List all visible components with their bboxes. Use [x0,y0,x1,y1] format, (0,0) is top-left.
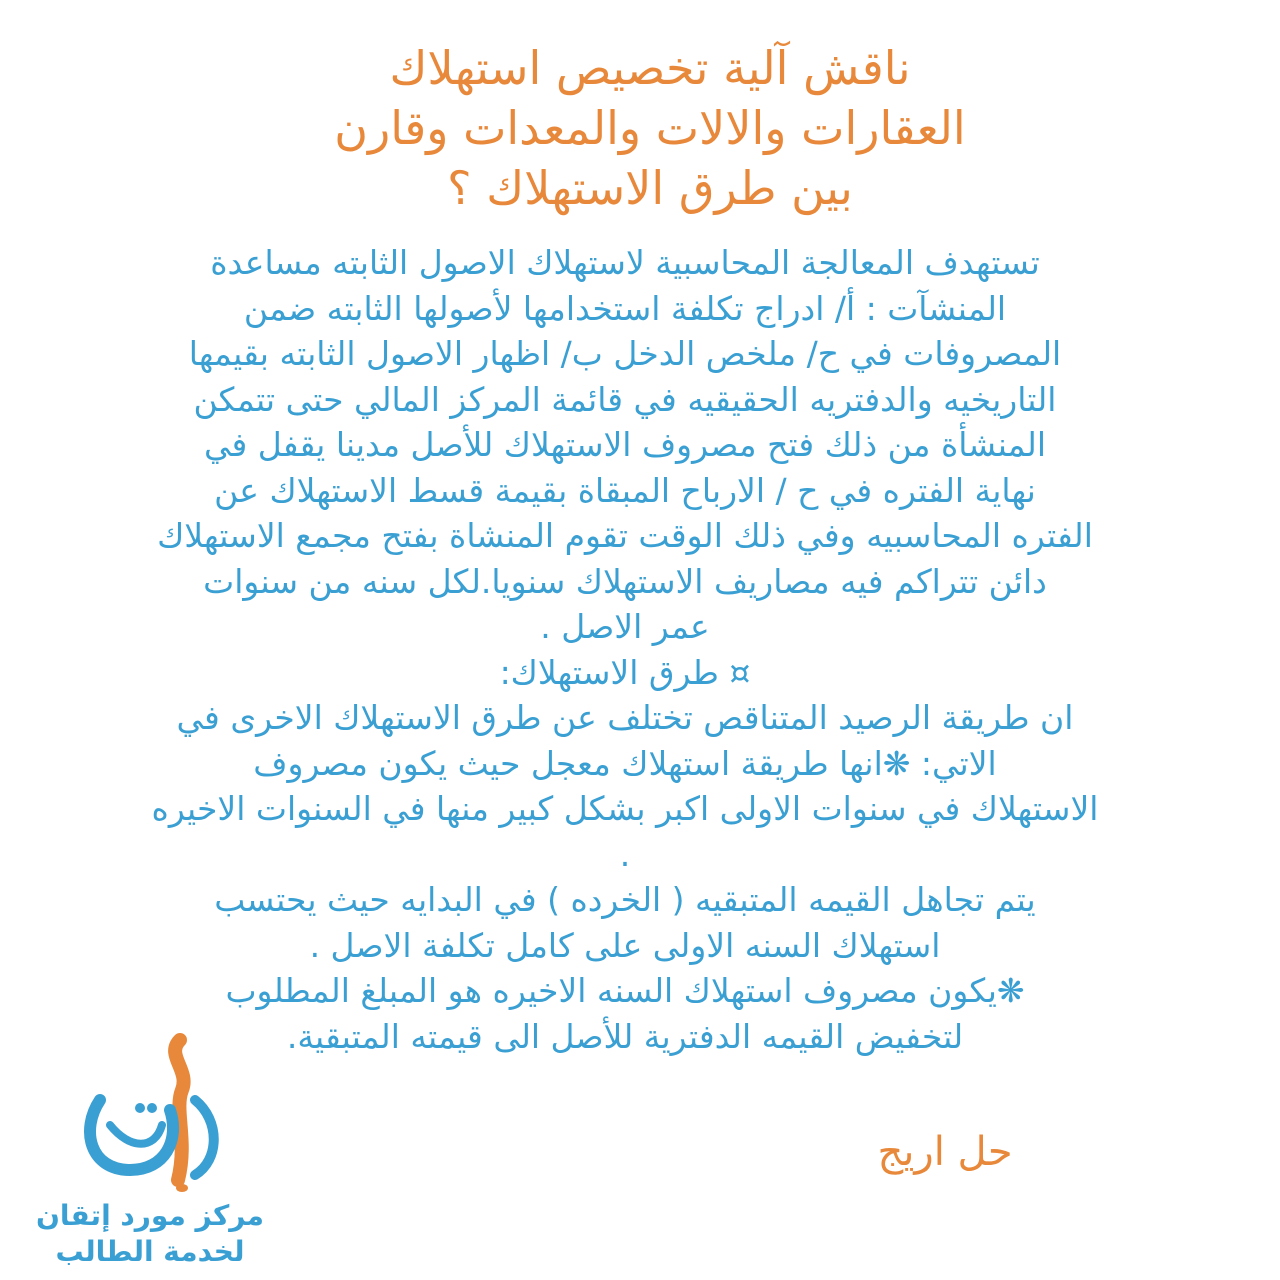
methods-heading: ¤ طرق الاستهلاك: [499,652,751,692]
answer-line: ان طريقة الرصيد المتناقص تختلف عن طرق الاستهلاك الاخرى في [176,698,1074,737]
logo-calligraphy-icon [70,1030,240,1200]
center-logo [30,1030,270,1275]
author-signature: حل اريج [877,1129,1013,1175]
answer-line: الفتره المحاسبيه وفي ذلك الوقت تقوم المنشاة بفتح مجمع الاستهلاك [157,516,1093,555]
logo-line: لخدمة الطالب [55,1235,245,1268]
answer-line: الاتي: ❋انها طريقة استهلاك معجل حيث يكون مصروف [253,743,997,783]
answer-line: . [619,834,631,874]
answer-line: نهاية الفتره في ح / الارباح المبقاة بقيمة قسط الاستهلاك عن [214,470,1036,510]
answer-line: استهلاك السنه الاولى على كامل تكلفة الاصل . [309,925,941,965]
title-line: العقارات والالات والمعدات وقارن [334,101,966,155]
answer-line: المنشأة من ذلك فتح مصروف الاستهلاك للأصل مدينا يقفل في [204,425,1046,464]
title-line: ناقش آلية تخصيص استهلاك [389,41,911,95]
answer-line: التاريخيه والدفتريه الحقيقيه في قائمة المركز المالي حتى تتمكن [193,379,1057,419]
answer-line: المصروفات في ح/ ملخص الدخل ب/ اظهار الاصول الثابته بقيمها [188,334,1062,373]
logo-text [30,1198,270,1270]
answer-body [70,240,1180,1059]
answer-line: دائن تتراكم فيه مصاريف الاستهلاك سنويا.لكل سنه من سنوات [203,561,1047,601]
logo-line: مركز مورد إتقان [35,1199,264,1232]
answer-line: تستهدف المعالجة المحاسبية لاستهلاك الاصول الثابته مساعدة [210,243,1040,282]
answer-line: الاستهلاك في سنوات الاولى اكبر بشكل كبير منها في السنوات الاخيره [151,789,1099,828]
answer-line: يتم تجاهل القيمه المتبقيه ( الخرده ) في البدايه حيث يحتسب [214,880,1036,919]
question-title [150,38,1150,218]
answer-line: المنشآت : أ/ ادراج تكلفة استخدامها لأصولها الثابته ضمن [243,288,1007,328]
answer-line: عمر الاصل . [540,607,710,646]
answer-line: ❋يكون مصروف استهلاك السنه الاخيره هو المبلغ المطلوب [225,971,1025,1010]
answer-line: لتخفيض القيمه الدفترية للأصل الى قيمته المتبقية. [286,1016,964,1056]
title-line: بين طرق الاستهلاك ؟ [447,161,853,215]
